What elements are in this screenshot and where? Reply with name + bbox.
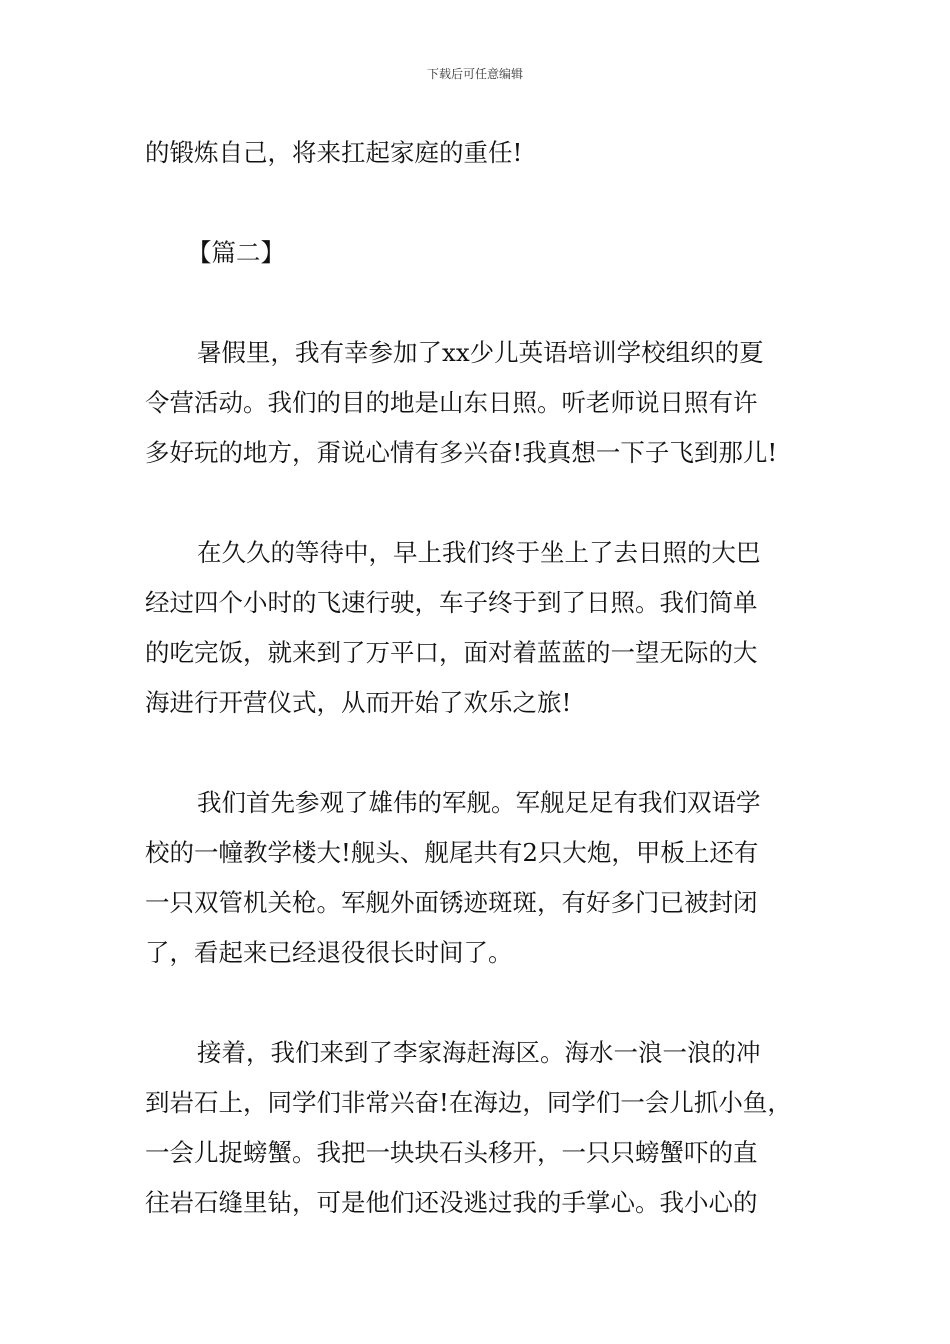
- paragraph-line: 多好玩的地方，甭说心情有多兴奋!我真想一下子飞到那儿!: [145, 438, 778, 467]
- paragraph-line: 令营活动。我们的目的地是山东日照。听老师说日照有许: [145, 388, 758, 417]
- paragraph-line: 我们首先参观了雄伟的军舰。军舰足足有我们双语学: [197, 788, 761, 817]
- paragraph-1: [145, 328, 810, 478]
- paragraph-2: [145, 528, 810, 728]
- spacer: [145, 978, 810, 1028]
- paragraph-line: 经过四个小时的飞速行驶，车子终于到了日照。我们简单: [145, 588, 758, 617]
- paragraph-line: 接着，我们来到了李家海赶海区。海水一浪一浪的冲: [197, 1038, 761, 1067]
- paragraph-line: 海进行开营仪式，从而开始了欢乐之旅!: [145, 688, 572, 717]
- paragraph-line: 一会儿捉螃蟹。我把一块块石头移开，一只只螃蟹吓的直: [145, 1138, 758, 1167]
- page-header: 下载后可任意编辑: [426, 67, 523, 81]
- paragraph-4: [145, 1028, 810, 1228]
- paragraph-line: 暑假里，我有幸参加了xx少儿英语培训学校组织的夏: [197, 338, 764, 367]
- paragraph-line: 到岩石上，同学们非常兴奋!在海边，同学们一会儿抓小鱼，: [145, 1088, 792, 1117]
- section-title: 【篇二】: [187, 238, 285, 267]
- spacer: [145, 478, 810, 528]
- carry-over-line: 的锻炼自己，将来扛起家庭的重任!: [145, 138, 523, 167]
- paragraph-line: 了，看起来已经退役很长时间了。: [145, 938, 513, 967]
- document-body: [145, 128, 810, 1228]
- paragraph-3: [145, 778, 810, 978]
- paragraph-line: 在久久的等待中，早上我们终于坐上了去日照的大巴: [197, 538, 761, 567]
- paragraph-line: 一只双管机关枪。军舰外面锈迹斑斑，有好多门已被封闭: [145, 888, 758, 917]
- spacer: [145, 278, 810, 328]
- spacer: [145, 728, 810, 778]
- paragraph-line: 校的一幢教学楼大!舰头、舰尾共有2只大炮，甲板上还有: [145, 838, 759, 867]
- paragraph-line: 往岩石缝里钻，可是他们还没逃过我的手掌心。我小心的: [145, 1188, 758, 1217]
- spacer: [145, 178, 810, 228]
- paragraph-line: 的吃完饭，就来到了万平口，面对着蓝蓝的一望无际的大: [145, 638, 758, 667]
